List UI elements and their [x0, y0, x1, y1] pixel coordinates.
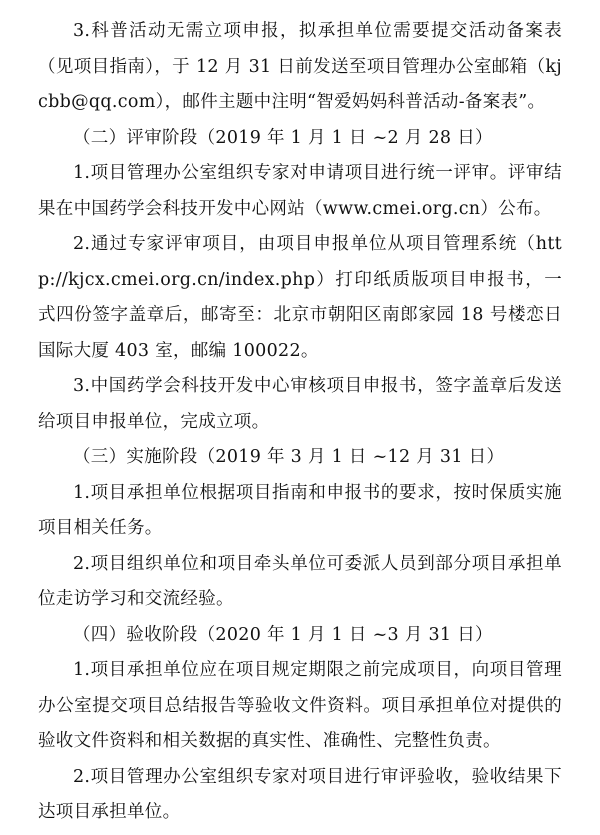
document-page — [38, 14, 562, 831]
paragraph-implementation-1: 1.项目承担单位根据项目指南和申报书的要求，按时保质实施项目相关任务。 — [38, 482, 562, 538]
paragraph-review-1: 1.项目管理办公室组织专家对申请项目进行统一评审。评审结果在中国药学会科技开发中心网站（www.cmei.org.cn）公布。 — [38, 163, 562, 219]
heading-acceptance-stage: （四）验收阶段（2020 年 1 月 1 日 ~3 月 31 日） — [73, 624, 493, 645]
paragraph-acceptance-2: 2.项目管理办公室组织专家对项目进行审评验收，验收结果下达项目承担单位。 — [38, 766, 562, 822]
paragraph-review-3: 3.中国药学会科技开发中心审核项目申报书，签字盖章后发送给项目申报单位，完成立项。 — [38, 376, 562, 432]
paragraph-acceptance-1: 1.项目承担单位应在项目规定期限之前完成项目，向项目管理办公室提交项目总结报告等验收文件资料。项目承担单位对提供的验收文件资料和相关数据的真实性、准确性、完整性负责。 — [38, 660, 562, 751]
paragraph-activity-filing: 3.科普活动无需立项申报，拟承担单位需要提交活动备案表（见项目指南），于 12 月 31 日前发送至项目管理办公室邮箱（kjcbb@qq.com），邮件主题中注明“智爱妈妈科普活动-备案表”。 — [38, 21, 562, 112]
paragraph-implementation-2: 2.项目组织单位和项目牵头单位可委派人员到部分项目承担单位走访学习和交流经验。 — [38, 553, 562, 609]
paragraph-review-2: 2.通过专家评审项目，由项目申报单位从项目管理系统（http://kjcx.cmei.org.cn/index.php）打印纸质版项目申报书，一式四份签字盖章后，邮寄至：北京市朝阳区南郎家园 18 号楼恋日国际大厦 403 室，邮编 100022。 — [38, 234, 562, 361]
heading-implementation-stage: （三）实施阶段（2019 年 3 月 1 日 ~12 月 31 日） — [73, 447, 505, 467]
heading-review-stage: （二）评审阶段（2019 年 1 月 1 日 ~2 月 28 日） — [73, 127, 493, 148]
